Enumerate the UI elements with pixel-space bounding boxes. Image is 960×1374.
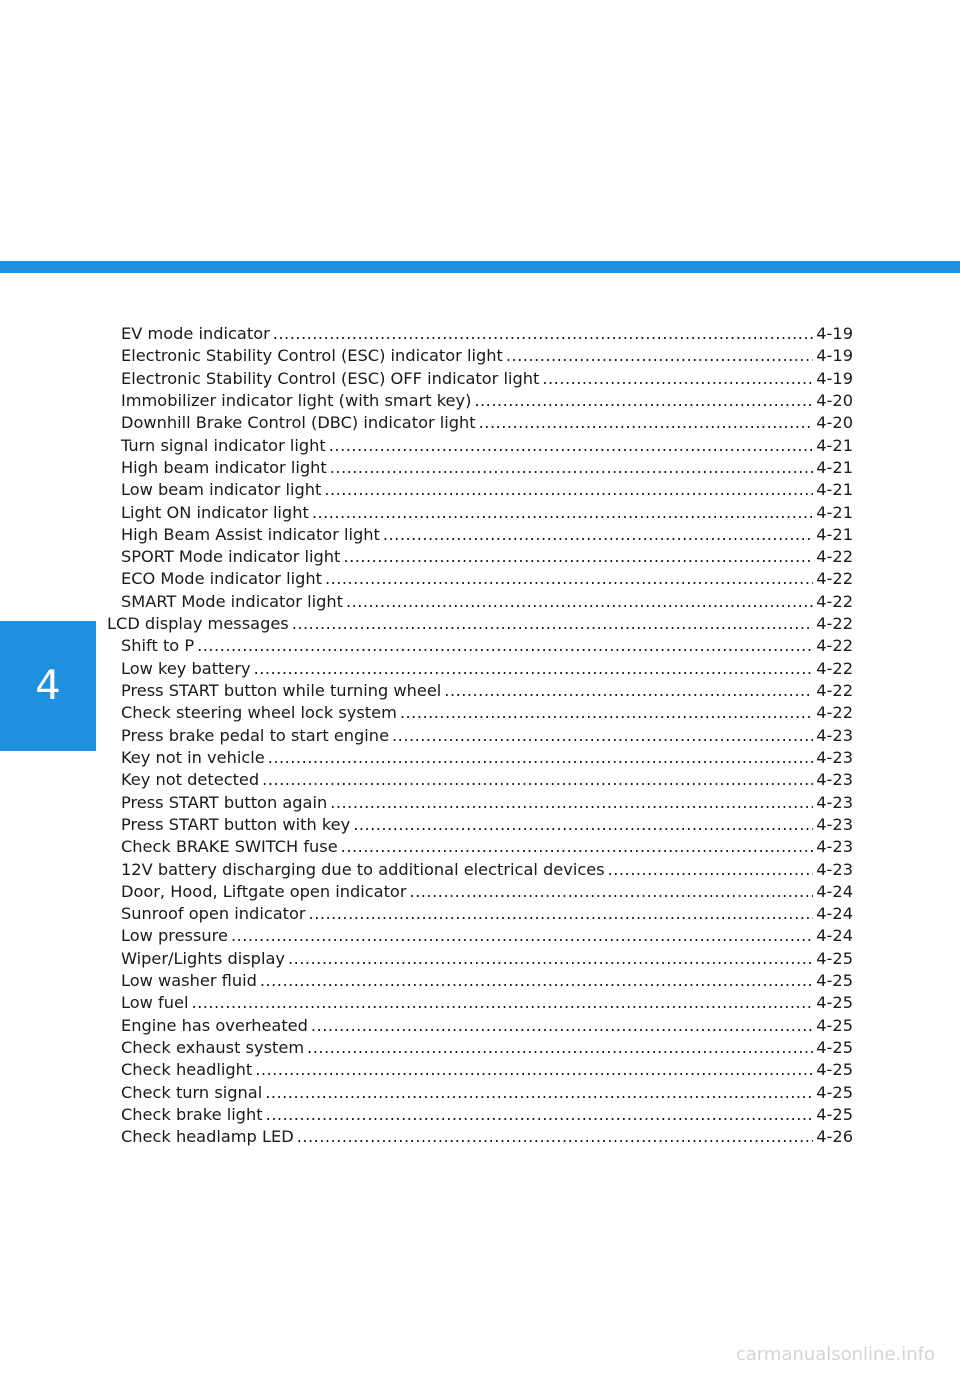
toc-entry-title: Check headlamp LED [121, 1127, 294, 1147]
dot-leader [325, 568, 813, 590]
toc-entry-title: LCD display messages [107, 614, 289, 634]
toc-entry-page: 4-23 [816, 859, 853, 879]
toc-entry-page: 4-21 [816, 524, 853, 544]
toc-entry-page: 4-24 [816, 881, 853, 901]
toc-entry[interactable] [107, 345, 853, 367]
toc-entry-page: 4-19 [816, 346, 853, 366]
toc-entry-page: 4-25 [816, 1082, 853, 1102]
toc-entry-title: Downhill Brake Control (DBC) indicator light [121, 413, 476, 433]
toc-entry-title: 12V battery discharging due to additional electrical devices [121, 859, 605, 879]
toc-entry-page: 4-19 [816, 368, 853, 388]
toc-entry[interactable] [107, 836, 853, 858]
toc-entry-title: Key not in vehicle [121, 747, 265, 767]
toc-entry-page: 4-25 [816, 971, 853, 991]
toc-entry-title: Check brake light [121, 1104, 263, 1124]
toc-entry-title: Check steering wheel lock system [121, 703, 397, 723]
toc-entry[interactable] [107, 1082, 853, 1104]
toc-entry-page: 4-25 [816, 1104, 853, 1124]
toc-entry[interactable] [107, 859, 853, 881]
toc-entry-page: 4-25 [816, 1015, 853, 1035]
table-of-contents [107, 323, 853, 1149]
toc-entry-title: Check headlight [121, 1060, 253, 1080]
dot-leader [307, 1037, 813, 1059]
dot-leader [292, 613, 814, 635]
toc-entry[interactable] [107, 1037, 853, 1059]
toc-entry[interactable] [107, 992, 853, 1014]
toc-entry[interactable] [107, 1059, 853, 1081]
toc-entry-title: EV mode indicator [121, 324, 270, 343]
toc-entry[interactable] [107, 725, 853, 747]
dot-leader [346, 591, 813, 613]
toc-entry[interactable] [107, 568, 853, 590]
toc-entry-page: 4-25 [816, 1060, 853, 1080]
toc-entry-title: SPORT Mode indicator light [121, 547, 341, 567]
toc-entry[interactable] [107, 323, 853, 345]
toc-entry-title: Shift to P [121, 636, 195, 656]
dot-leader [329, 435, 813, 457]
toc-entry[interactable] [107, 814, 853, 836]
toc-entry[interactable] [107, 479, 853, 501]
toc-entry-title: Key not detected [121, 770, 260, 790]
toc-entry-title: Check exhaust system [121, 1038, 305, 1057]
toc-entry-title: High Beam Assist indicator light [121, 524, 380, 544]
toc-entry-page: 4-23 [816, 792, 853, 812]
header-accent-band [0, 261, 960, 273]
dot-leader [197, 635, 813, 657]
toc-entry-title: Light ON indicator light [121, 502, 309, 522]
toc-entry[interactable] [107, 390, 853, 412]
dot-leader [260, 970, 813, 992]
toc-entry-page: 4-22 [816, 703, 853, 723]
chapter-number: 4 [35, 663, 61, 709]
toc-entry[interactable] [107, 881, 853, 903]
dot-leader [309, 903, 814, 925]
toc-entry-title: High beam indicator light [121, 457, 327, 477]
toc-entry-page: 4-25 [816, 993, 853, 1013]
toc-entry[interactable] [107, 457, 853, 479]
toc-entry[interactable] [107, 903, 853, 925]
dot-leader [330, 792, 813, 814]
dot-leader [392, 725, 813, 747]
toc-entry-page: 4-26 [816, 1127, 853, 1147]
toc-entry-title: ECO Mode indicator light [121, 569, 322, 589]
toc-entry-title: Low fuel [121, 993, 189, 1013]
toc-entry-title: Wiper/Lights display [121, 948, 285, 968]
watermark: carmanualsonline.info [735, 1344, 935, 1365]
toc-entry-title: Press brake pedal to start engine [121, 725, 390, 745]
toc-entry-page: 4-22 [816, 658, 853, 678]
dot-leader [410, 881, 814, 903]
toc-entry-title: Engine has overheated [121, 1015, 308, 1035]
dot-leader [330, 457, 814, 479]
toc-entry[interactable] [107, 747, 853, 769]
dot-leader [288, 948, 813, 970]
dot-leader [400, 702, 813, 724]
toc-entry-page: 4-21 [816, 435, 853, 455]
dot-leader [608, 859, 814, 881]
toc-entry[interactable] [107, 412, 853, 434]
toc-entry[interactable] [107, 435, 853, 457]
dot-leader [268, 747, 814, 769]
toc-entry[interactable] [107, 970, 853, 992]
toc-entry-page: 4-25 [816, 948, 853, 968]
dot-leader [265, 1082, 813, 1104]
toc-entry[interactable] [107, 948, 853, 970]
toc-entry-page: 4-19 [816, 324, 853, 343]
toc-entry-title: Low beam indicator light [121, 480, 322, 500]
toc-entry[interactable] [107, 546, 853, 568]
toc-entry-title: Door, Hood, Liftgate open indicator [121, 881, 407, 901]
dot-leader [254, 658, 814, 680]
toc-entry[interactable] [107, 1015, 853, 1037]
dot-leader [266, 1104, 814, 1126]
toc-entry[interactable] [107, 524, 853, 546]
toc-entry-page: 4-25 [816, 1038, 853, 1057]
toc-entry[interactable] [107, 368, 853, 390]
toc-entry[interactable] [107, 1104, 853, 1126]
toc-entry-page: 4-22 [816, 614, 853, 634]
toc-entry-page: 4-24 [816, 904, 853, 924]
toc-entry-page: 4-23 [816, 814, 853, 834]
dot-leader [262, 769, 813, 791]
toc-entry-page: 4-20 [816, 390, 853, 410]
dot-leader [353, 814, 813, 836]
dot-leader [311, 1015, 813, 1037]
toc-entry[interactable] [107, 769, 853, 791]
toc-entry-page: 4-24 [816, 926, 853, 946]
dot-leader [191, 992, 813, 1014]
chapter-tab[interactable] [0, 621, 96, 751]
dot-leader [383, 524, 813, 546]
dot-leader [324, 479, 813, 501]
toc-entry-title: Immobilizer indicator light (with smart key) [121, 390, 472, 410]
toc-entry-title: Press START button while turning wheel [121, 681, 442, 700]
toc-entry-title: Sunroof open indicator [121, 904, 306, 924]
toc-entry-title: Check BRAKE SWITCH fuse [121, 837, 338, 857]
toc-entry[interactable] [107, 591, 853, 613]
toc-entry-title: Turn signal indicator light [121, 435, 326, 455]
dot-leader [506, 345, 813, 367]
dot-leader [231, 925, 813, 947]
toc-entry[interactable] [107, 792, 853, 814]
toc-entry[interactable] [107, 702, 853, 724]
toc-entry-title: Electronic Stability Control (ESC) indicator light [121, 346, 503, 366]
toc-entry-page: 4-23 [816, 837, 853, 857]
toc-entry[interactable] [107, 925, 853, 947]
toc-entry[interactable] [107, 658, 853, 680]
toc-entry-title: Press START button again [121, 792, 328, 812]
toc-entry[interactable] [107, 1126, 853, 1148]
toc-entry-page: 4-23 [816, 770, 853, 790]
toc-entry-page: 4-23 [816, 725, 853, 745]
toc-entry-title: SMART Mode indicator light [121, 591, 343, 611]
toc-entry-page: 4-21 [816, 457, 853, 477]
toc-entry-title: Electronic Stability Control (ESC) OFF indicator light [121, 368, 540, 388]
toc-entry-title: Check turn signal [121, 1082, 263, 1102]
dot-leader [474, 390, 813, 412]
toc-entry-title: Press START button with key [121, 814, 351, 834]
dot-leader [343, 546, 813, 568]
toc-section-entry[interactable] [107, 613, 853, 635]
toc-entry[interactable] [107, 635, 853, 657]
toc-entry-title: Low pressure [121, 926, 228, 946]
toc-entry-page: 4-22 [816, 681, 853, 700]
toc-entry-page: 4-22 [816, 591, 853, 611]
toc-entry[interactable] [107, 502, 853, 524]
toc-entry[interactable] [107, 680, 853, 702]
dot-leader [444, 680, 813, 702]
dot-leader [479, 412, 814, 434]
toc-entry-page: 4-22 [816, 547, 853, 567]
dot-leader [273, 323, 813, 345]
dot-leader [297, 1126, 814, 1148]
toc-entry-title: Low key battery [121, 658, 251, 678]
toc-entry-title: Low washer fluid [121, 971, 257, 991]
toc-entry-page: 4-21 [816, 480, 853, 500]
toc-entry-page: 4-22 [816, 636, 853, 656]
dot-leader [341, 836, 814, 858]
toc-entry-page: 4-20 [816, 413, 853, 433]
toc-entry-page: 4-21 [816, 502, 853, 522]
dot-leader [255, 1059, 813, 1081]
dot-leader [312, 502, 813, 524]
toc-entry-page: 4-22 [816, 569, 853, 589]
dot-leader [542, 368, 813, 390]
toc-entry-page: 4-23 [816, 747, 853, 767]
